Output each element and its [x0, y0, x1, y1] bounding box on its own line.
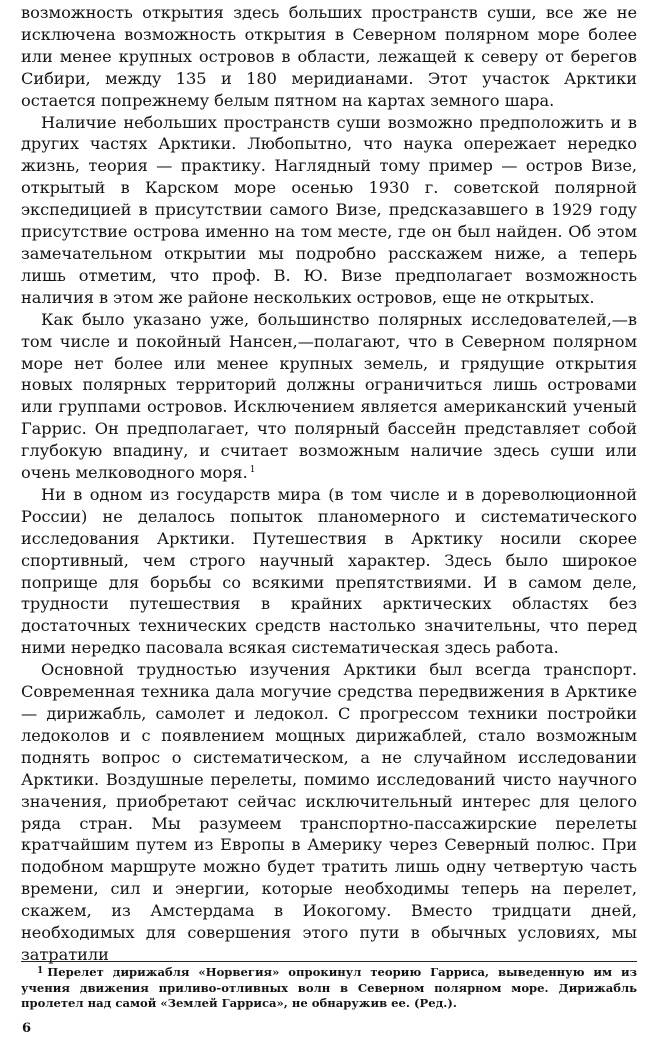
footnote	[21, 964, 637, 1012]
footnote-divider	[21, 961, 637, 962]
paragraph-3	[21, 309, 637, 484]
paragraph-4: Ни в одном из государств мира (в том числе и в дореволюционной России) не делалось попыток планомерного и систематического исследования Арктики. Путешествия в Арктику носили скорее спортивный, чем строго научный характер. Здесь было широкое поприще для борьбы со всякими препятствиями. И в самом деле, трудности путешествия в крайних арктических областях без достаточных технических средств настолько значительны, что перед ними нередко пасовала всякая систематическая здесь работа.	[21, 484, 637, 658]
paragraph-2: Наличие небольших пространств суши возможно предположить и в других частях Арктики. Любопытно, что наука опережает нередко жизнь, теория — практику. Наглядный тому пример — остров Визе, открытый в Карском море осенью 1930 г. советской полярной экспедицией в присутствии самого Визе, предсказавшего в 1929 году присутствие острова именно на том месте, где он был найден. Об этом замечательном открытии мы подробно расскажем ниже, а теперь лишь отметим, что проф. В. Ю. Визе предполагает возможность наличия в этом же районе нескольких островов, еще не открытых.	[21, 112, 637, 307]
page-number: 6	[22, 1021, 32, 1036]
main-text-block	[21, 2, 637, 966]
paragraph-5: Основной трудностью изучения Арктики был всегда транспорт. Современная техника дала могучие средства передвижения в Арктике — дирижабль, самолет и ледокол. С прогрессом техники постройки ледоколов и с появлением мощных дирижаблей, стало возможным поднять вопрос о систематическом, а не случайном исследовании Арктики. Воздушные перелеты, помимо исследований чисто научного значения, приобретают сейчас исключительный интерес для целого ряда стран. Мы разумеем транспортно-пассажирские перелеты кратчайшим путем из Европы в Америку через Северный полюс. При подобном маршруте можно будет тратить лишь одну четвертую часть времени, сил и энергии, которые необходимы теперь на перелет, скажем, из Амстердама в Иокогому. Вместо тридцати дней, необходимых для совершения этого пути в обычных условиях, мы затратили	[21, 660, 637, 964]
footnote-reference: 1	[249, 465, 256, 476]
footnote-marker: 1	[37, 966, 44, 976]
footnote-text: Перелет дирижабля «Норвегия» опрокинул теорию Гарриса, выведенную им из учения движения приливо-отливных волн в Северном полярном море. Дирижабль пролетел над самой «Землей Гарриса», не обнаружив ее. (Ред.).	[21, 965, 637, 1010]
paragraph-1: возможность открытия здесь больших пространств суши, все же не исключена возможность открытия в Северном полярном море более или менее крупных островов в области, лежащей к северу от берегов Сибири, между 135 и 180 меридианами. Этот участок Арктики остается попрежнему белым пятном на картах земного шара.	[21, 3, 637, 110]
paragraph-3-text: Как было указано уже, большинство полярных исследователей,—в том числе и покойный Нансен,—полагают, что в Северном полярном море нет более или менее крупных земель, и грядущие открытия новых полярных территорий должны ограничиться лишь островами или группами островов. Исключением является американский ученый Гаррис. Он предполагает, что полярный бассейн представляет собой глубокую впадину, и считает возможным наличие здесь суши или очень мелководного моря.	[21, 309, 637, 483]
